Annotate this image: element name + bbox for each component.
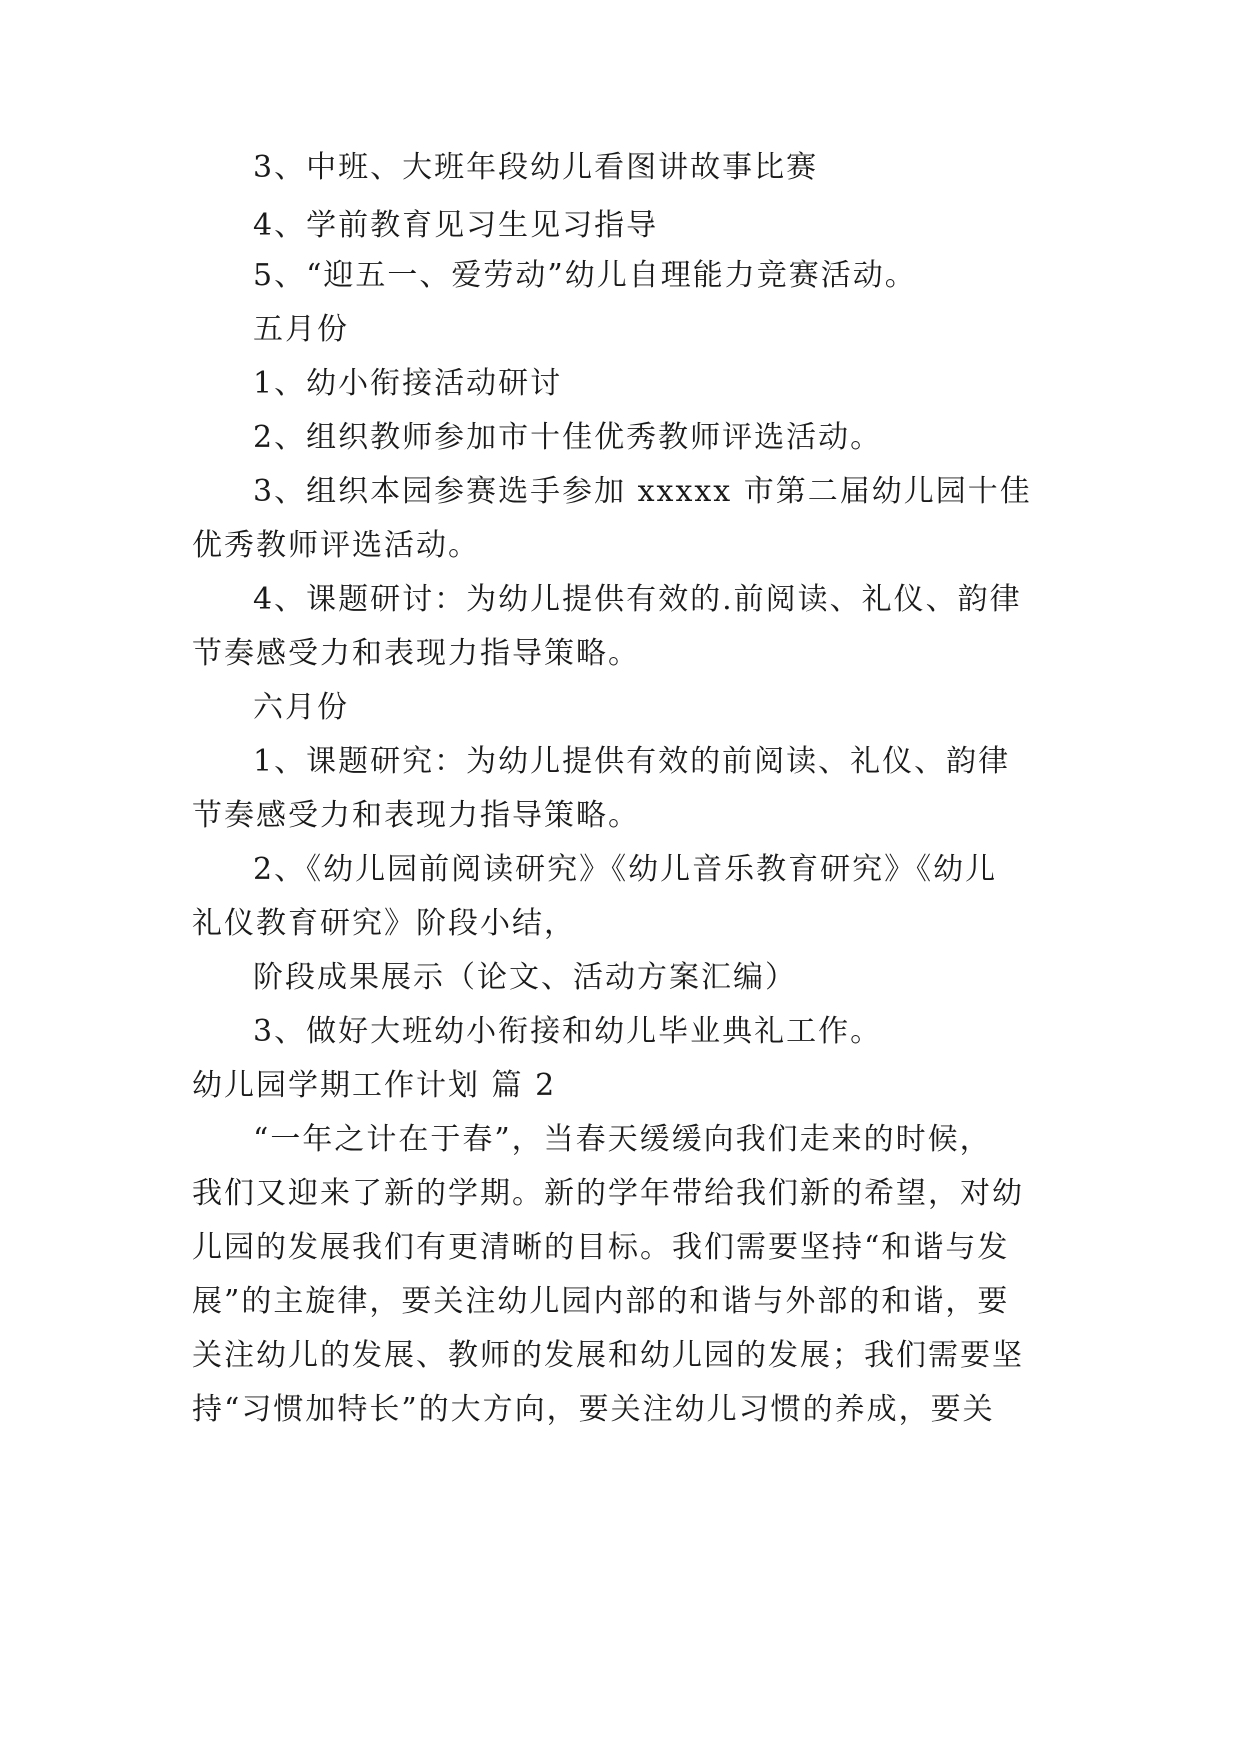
may-item-3-line-2: 优秀教师评选活动。 — [192, 528, 480, 563]
may-item-2: 2、组织教师参加市十佳优秀教师评选活动。 — [253, 420, 883, 455]
plan-2-paragraph-line-1: “一年之计在于春”，当春天缓缓向我们走来的时候， — [253, 1122, 992, 1157]
may-item-4-line-1: 4、课题研讨：为幼儿提供有效的.前阅读、礼仪、韵律 — [253, 582, 1022, 617]
may-item-4-line-2: 节奏感受力和表现力指导策略。 — [192, 636, 640, 671]
plan-2-paragraph-line-2: 我们又迎来了新的学期。新的学年带给我们新的希望，对幼 — [192, 1176, 1024, 1211]
plan-2-paragraph-line-6: 持“习惯加特长”的大方向，要关注幼儿习惯的养成，要关 — [192, 1392, 995, 1427]
may-item-1: 1、幼小衔接活动研讨 — [253, 366, 563, 401]
plan-2-paragraph-line-3: 儿园的发展我们有更清晰的目标。我们需要坚持“和谐与发 — [192, 1230, 1010, 1265]
april-item-5: 5、“迎五一、爱劳动”幼儿自理能力竞赛活动。 — [253, 258, 917, 293]
june-item-2-line-3: 阶段成果展示（论文、活动方案汇编） — [253, 960, 797, 995]
june-item-2-line-1: 2、《幼儿园前阅读研究》《幼儿音乐教育研究》《幼儿 — [253, 852, 998, 887]
april-item-3: 3、中班、大班年段幼儿看图讲故事比赛 — [253, 150, 819, 185]
april-item-4: 4、学前教育见习生见习指导 — [253, 208, 659, 243]
may-item-3-line-1: 3、组织本园参赛选手参加 xxxxx 市第二届幼儿园十佳 — [253, 474, 1032, 509]
june-item-1-line-1: 1、课题研究：为幼儿提供有效的前阅读、礼仪、韵律 — [253, 744, 1011, 779]
may-heading: 五月份 — [253, 312, 349, 347]
june-item-3: 3、做好大班幼小衔接和幼儿毕业典礼工作。 — [253, 1014, 883, 1049]
plan-2-title: 幼儿园学期工作计划 篇 2 — [192, 1068, 557, 1103]
plan-2-paragraph-line-5: 关注幼儿的发展、教师的发展和幼儿园的发展；我们需要坚 — [192, 1338, 1024, 1373]
plan-2-paragraph-line-4: 展”的主旋律，要关注幼儿园内部的和谐与外部的和谐，要 — [192, 1284, 1010, 1319]
june-item-1-line-2: 节奏感受力和表现力指导策略。 — [192, 798, 640, 833]
june-heading: 六月份 — [253, 690, 349, 725]
june-item-2-line-2: 礼仪教育研究》阶段小结， — [192, 906, 576, 941]
